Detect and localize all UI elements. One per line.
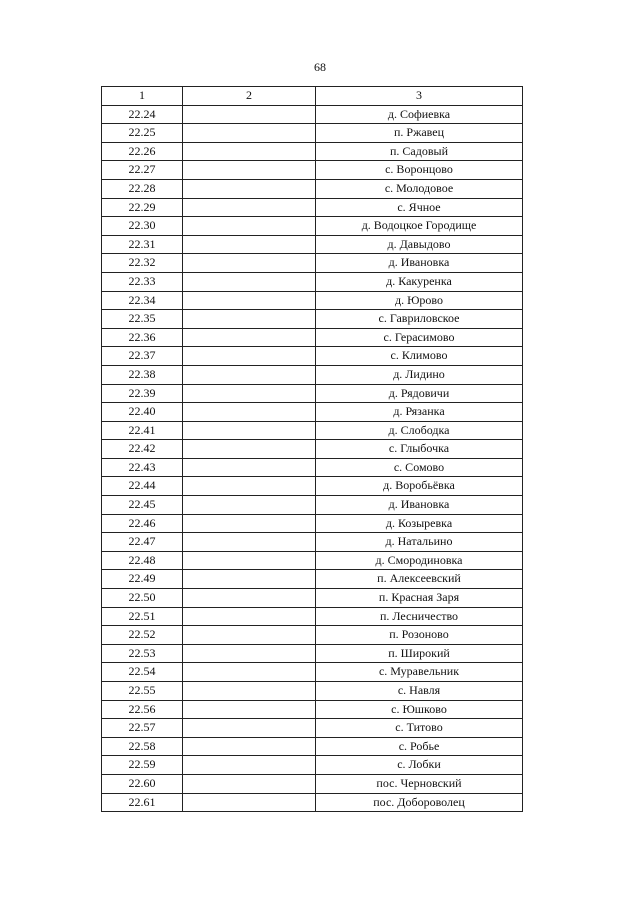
cell-settlement: п. Розоново (316, 626, 523, 645)
cell-settlement: д. Давыдово (316, 235, 523, 254)
table-row (102, 440, 523, 459)
cell-empty (183, 496, 316, 515)
cell-number: 22.52 (102, 626, 183, 645)
cell-number: 22.26 (102, 142, 183, 161)
table-row (102, 328, 523, 347)
table-row (102, 198, 523, 217)
table-row (102, 347, 523, 366)
cell-empty (183, 310, 316, 329)
cell-empty (183, 663, 316, 682)
cell-number: 22.28 (102, 179, 183, 198)
settlements-table (101, 86, 523, 812)
table-row (102, 774, 523, 793)
table-row (102, 310, 523, 329)
cell-settlement: с. Молодовое (316, 179, 523, 198)
table-row (102, 458, 523, 477)
cell-number: 22.42 (102, 440, 183, 459)
cell-settlement: с. Климово (316, 347, 523, 366)
table-row (102, 570, 523, 589)
cell-number: 22.56 (102, 700, 183, 719)
cell-settlement: д. Натальино (316, 533, 523, 552)
cell-settlement: д. Смородиновка (316, 551, 523, 570)
cell-empty (183, 626, 316, 645)
cell-number: 22.25 (102, 124, 183, 143)
table-row (102, 291, 523, 310)
cell-number: 22.24 (102, 105, 183, 124)
cell-number: 22.30 (102, 217, 183, 236)
table-row (102, 700, 523, 719)
cell-number: 22.49 (102, 570, 183, 589)
cell-settlement: пос. Добороволец (316, 793, 523, 812)
cell-empty (183, 607, 316, 626)
cell-empty (183, 179, 316, 198)
cell-number: 22.57 (102, 719, 183, 738)
cell-settlement: п. Красная Заря (316, 589, 523, 608)
cell-empty (183, 774, 316, 793)
cell-number: 22.41 (102, 421, 183, 440)
table-row (102, 161, 523, 180)
cell-number: 22.48 (102, 551, 183, 570)
cell-empty (183, 365, 316, 384)
cell-settlement: д. Воробьёвка (316, 477, 523, 496)
page-number: 68 (314, 60, 326, 74)
cell-number: 22.32 (102, 254, 183, 273)
table-row (102, 272, 523, 291)
table-row (102, 105, 523, 124)
cell-empty (183, 719, 316, 738)
cell-number: 22.35 (102, 310, 183, 329)
cell-settlement: с. Герасимово (316, 328, 523, 347)
table-row (102, 496, 523, 515)
cell-empty (183, 514, 316, 533)
cell-empty (183, 700, 316, 719)
table-row (102, 663, 523, 682)
table-row (102, 682, 523, 701)
cell-settlement: д. Ивановка (316, 496, 523, 515)
cell-settlement: д. Козыревка (316, 514, 523, 533)
cell-number: 22.50 (102, 589, 183, 608)
cell-empty (183, 682, 316, 701)
cell-number: 22.59 (102, 756, 183, 775)
cell-settlement: д. Лидино (316, 365, 523, 384)
cell-number: 22.61 (102, 793, 183, 812)
table-row (102, 793, 523, 812)
cell-empty (183, 421, 316, 440)
cell-settlement: с. Ячное (316, 198, 523, 217)
cell-number: 22.51 (102, 607, 183, 626)
table-row (102, 719, 523, 738)
cell-empty (183, 124, 316, 143)
table-row (102, 124, 523, 143)
cell-settlement: д. Водоцкое Городище (316, 217, 523, 236)
table-row (102, 477, 523, 496)
table-header (102, 87, 523, 106)
cell-empty (183, 291, 316, 310)
cell-empty (183, 235, 316, 254)
cell-settlement: д. Софиевка (316, 105, 523, 124)
table-row (102, 365, 523, 384)
cell-number: 22.39 (102, 384, 183, 403)
cell-empty (183, 254, 316, 273)
cell-settlement: п. Ржавец (316, 124, 523, 143)
cell-number: 22.44 (102, 477, 183, 496)
table-row (102, 142, 523, 161)
cell-empty (183, 142, 316, 161)
cell-empty (183, 793, 316, 812)
cell-empty (183, 477, 316, 496)
cell-number: 22.36 (102, 328, 183, 347)
header-row (102, 87, 523, 106)
cell-number: 22.45 (102, 496, 183, 515)
cell-empty (183, 217, 316, 236)
cell-number: 22.60 (102, 774, 183, 793)
cell-number: 22.54 (102, 663, 183, 682)
cell-number: 22.55 (102, 682, 183, 701)
table-row (102, 254, 523, 273)
table-row (102, 384, 523, 403)
cell-number: 22.38 (102, 365, 183, 384)
cell-settlement: с. Муравельник (316, 663, 523, 682)
table-row (102, 737, 523, 756)
table-row (102, 403, 523, 422)
cell-empty (183, 161, 316, 180)
cell-empty (183, 551, 316, 570)
cell-empty (183, 440, 316, 459)
table-row (102, 607, 523, 626)
cell-number: 22.37 (102, 347, 183, 366)
cell-number: 22.34 (102, 291, 183, 310)
cell-settlement: д. Слободка (316, 421, 523, 440)
table-body (102, 105, 523, 812)
cell-number: 22.31 (102, 235, 183, 254)
cell-empty (183, 756, 316, 775)
cell-number: 22.29 (102, 198, 183, 217)
cell-settlement: д. Ивановка (316, 254, 523, 273)
cell-settlement: п. Садовый (316, 142, 523, 161)
cell-empty (183, 589, 316, 608)
table-row (102, 514, 523, 533)
cell-settlement: п. Широкий (316, 644, 523, 663)
table-row (102, 756, 523, 775)
cell-empty (183, 403, 316, 422)
cell-number: 22.27 (102, 161, 183, 180)
cell-empty (183, 272, 316, 291)
cell-number: 22.40 (102, 403, 183, 422)
cell-empty (183, 644, 316, 663)
table-row (102, 533, 523, 552)
cell-settlement: с. Гавриловское (316, 310, 523, 329)
cell-settlement: с. Сомово (316, 458, 523, 477)
cell-number: 22.58 (102, 737, 183, 756)
cell-settlement: д. Рядовичи (316, 384, 523, 403)
column-header-1: 1 (102, 87, 183, 106)
table-row (102, 421, 523, 440)
cell-settlement: с. Воронцово (316, 161, 523, 180)
table-row (102, 217, 523, 236)
table-row (102, 551, 523, 570)
cell-settlement: п. Лесничество (316, 607, 523, 626)
cell-settlement: с. Лобки (316, 756, 523, 775)
cell-number: 22.46 (102, 514, 183, 533)
cell-empty (183, 570, 316, 589)
cell-empty (183, 458, 316, 477)
cell-empty (183, 737, 316, 756)
cell-settlement: с. Титово (316, 719, 523, 738)
cell-settlement: с. Навля (316, 682, 523, 701)
cell-settlement: п. Алексеевский (316, 570, 523, 589)
cell-settlement: с. Глыбочка (316, 440, 523, 459)
cell-settlement: с. Робье (316, 737, 523, 756)
cell-empty (183, 384, 316, 403)
cell-number: 22.53 (102, 644, 183, 663)
cell-settlement: д. Какуренка (316, 272, 523, 291)
table-row (102, 235, 523, 254)
cell-settlement: с. Юшково (316, 700, 523, 719)
cell-empty (183, 105, 316, 124)
table-row (102, 589, 523, 608)
cell-empty (183, 533, 316, 552)
cell-empty (183, 198, 316, 217)
cell-empty (183, 347, 316, 366)
cell-settlement: пос. Черновский (316, 774, 523, 793)
cell-settlement: д. Рязанка (316, 403, 523, 422)
table-row (102, 626, 523, 645)
column-header-2: 2 (183, 87, 316, 106)
cell-number: 22.43 (102, 458, 183, 477)
cell-empty (183, 328, 316, 347)
cell-number: 22.33 (102, 272, 183, 291)
table-row (102, 179, 523, 198)
cell-settlement: д. Юрово (316, 291, 523, 310)
table-row (102, 644, 523, 663)
cell-number: 22.47 (102, 533, 183, 552)
column-header-3: 3 (316, 87, 523, 106)
